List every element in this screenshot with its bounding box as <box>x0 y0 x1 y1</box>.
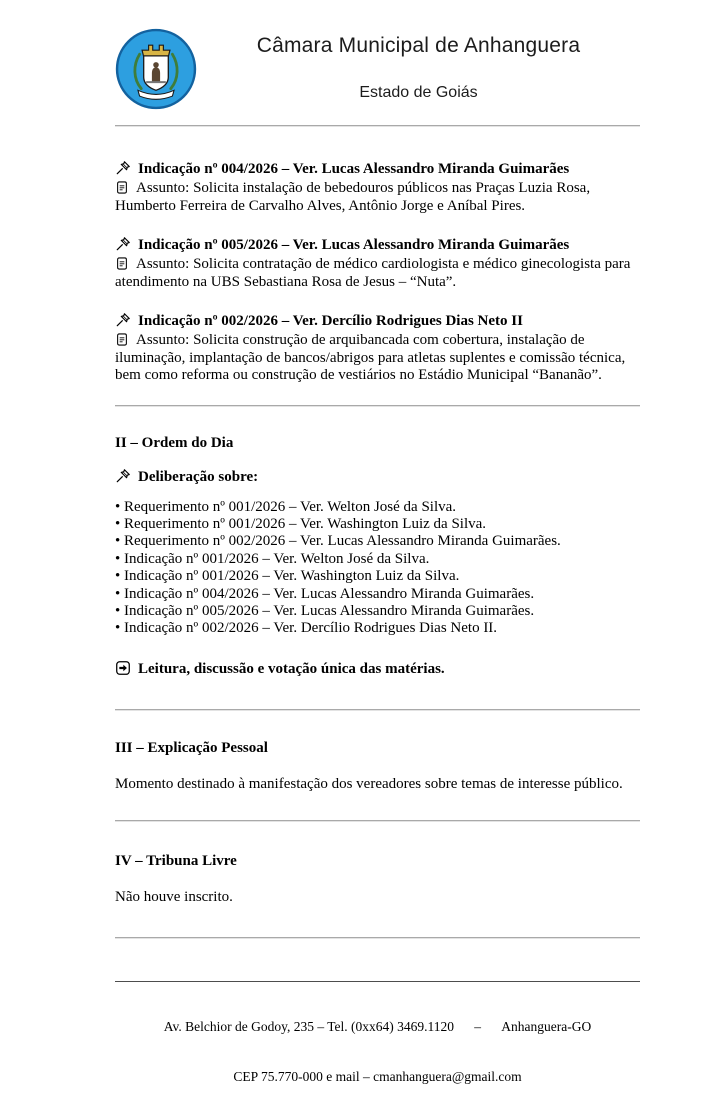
materia-subject <box>115 332 640 385</box>
deliberacao-label: Deliberação sobre: <box>138 468 259 485</box>
materia-title <box>115 160 640 178</box>
ordem-list-item: • Indicação nº 005/2026 – Ver. Lucas Alessandro Miranda Guimarães. <box>115 603 640 620</box>
document-icon <box>115 256 129 271</box>
materia-item <box>115 236 640 291</box>
materia-subject-text: Assunto: Solicita contratação de médico cardiologista e médico ginecologista para atendimento na UBS Sebastiana Rosa de Jesus – “Nuta”. <box>115 256 631 290</box>
pushpin-icon <box>115 468 131 484</box>
document-page <box>0 28 724 1084</box>
materia-title-text: Indicação nº 004/2026 – Ver. Lucas Alessandro Miranda Guimarães <box>138 161 570 177</box>
ordem-list <box>115 499 640 638</box>
section-divider <box>115 937 640 939</box>
tribuna-livre-section <box>115 852 640 906</box>
section-divider <box>115 820 640 822</box>
ordem-list-item: • Requerimento nº 001/2026 – Ver. Washington Luiz da Silva. <box>115 516 640 533</box>
ordem-list-item: • Requerimento nº 001/2026 – Ver. Welton José da Silva. <box>115 499 640 516</box>
explicacao-pessoal-section <box>115 739 640 793</box>
header-text-block <box>197 28 640 102</box>
ordem-list-item: • Requerimento nº 002/2026 – Ver. Lucas Alessandro Miranda Guimarães. <box>115 533 640 550</box>
deliberacao-line <box>115 468 640 486</box>
materia-item <box>115 160 640 215</box>
document-footer <box>115 981 640 1118</box>
materia-title <box>115 236 640 254</box>
document-header <box>115 28 640 112</box>
state-name: Estado de Goiás <box>359 84 478 101</box>
materia-title-text: Indicação nº 005/2026 – Ver. Lucas Alessandro Miranda Guimarães <box>138 237 570 253</box>
materia-subject <box>115 256 640 291</box>
materia-subject <box>115 180 640 215</box>
section-heading-tribuna: IV – Tribuna Livre <box>115 852 237 869</box>
pushpin-icon <box>115 160 131 176</box>
section-divider <box>115 709 640 711</box>
explicacao-body: Momento destinado à manifestação dos vereadores sobre temas de interesse público. <box>115 775 623 792</box>
footer-address-line: Av. Belchior de Godoy, 235 – Tel. (0xx64) 3469.1120 – Anhanguera-GO <box>163 1019 592 1034</box>
arrow-right-icon <box>115 660 131 676</box>
materia-subject-text: Assunto: Solicita construção de arquibancada com cobertura, instalação de iluminação, implantação de bancos/abrigos para atletas suplentes e comissão técnica, bem como reforma ou construção de vestiários no Estádio Municipal “Bananão”. <box>115 332 626 383</box>
ordem-list-item: • Indicação nº 001/2026 – Ver. Washington Luiz da Silva. <box>115 568 640 585</box>
materia-title-text: Indicação nº 002/2026 – Ver. Dercílio Rodrigues Dias Neto II <box>138 313 523 329</box>
votacao-note-text: Leitura, discussão e votação única das matérias. <box>138 660 445 677</box>
document-icon <box>115 180 129 195</box>
section-heading-ordem: II – Ordem do Dia <box>115 434 234 451</box>
ordem-list-item: • Indicação nº 001/2026 – Ver. Welton José da Silva. <box>115 551 640 568</box>
section-divider <box>115 405 640 407</box>
ordem-do-dia-section <box>115 434 640 678</box>
city-coat-of-arms-logo <box>115 28 197 110</box>
materia-item <box>115 312 640 385</box>
section-divider <box>115 125 640 127</box>
tribuna-body: Não houve inscrito. <box>115 888 233 905</box>
footer-contact-line: CEP 75.770-000 e mail – cmanhanguera@gmail.com <box>233 1068 522 1084</box>
ordem-list-item: • Indicação nº 002/2026 – Ver. Dercílio Rodrigues Dias Neto II. <box>115 620 640 637</box>
pushpin-icon <box>115 312 131 328</box>
org-name: Câmara Municipal de Anhanguera <box>256 34 581 57</box>
ordem-list-item: • Indicação nº 004/2026 – Ver. Lucas Alessandro Miranda Guimarães. <box>115 586 640 603</box>
votacao-note <box>115 660 640 678</box>
pushpin-icon <box>115 236 131 252</box>
materias-section <box>115 160 640 385</box>
document-icon <box>115 332 129 347</box>
materia-subject-text: Assunto: Solicita instalação de bebedouros públicos nas Praças Luzia Rosa, Humberto Ferreira de Carvalho Alves, Antônio Jorge e Aníbal Pires. <box>115 180 591 214</box>
materia-title <box>115 312 640 330</box>
section-heading-explicacao: III – Explicação Pessoal <box>115 739 268 756</box>
